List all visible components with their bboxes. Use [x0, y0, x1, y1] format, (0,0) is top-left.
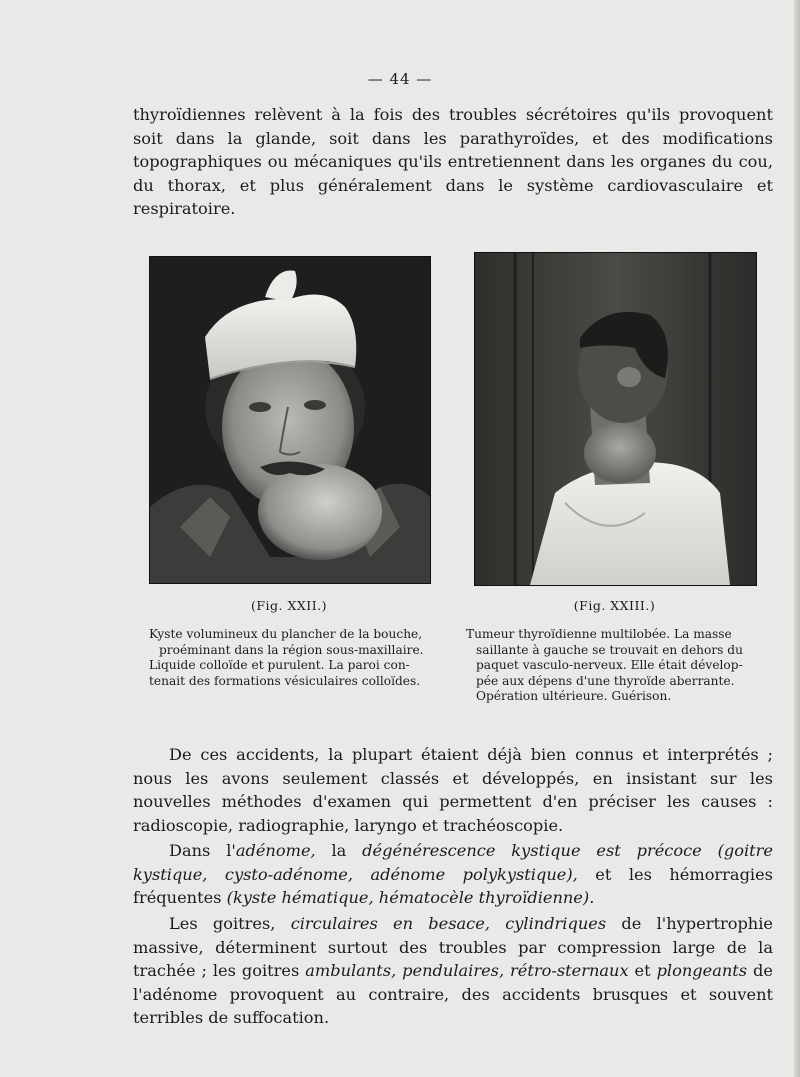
figure-xxiii-label: (Fig. XXIII.) [573, 598, 656, 613]
page-number: — 44 — [367, 70, 433, 88]
text-run-italic: (kyste hématique, hématocèle thyroïdienne). [226, 888, 595, 907]
text-run: Les goitres, [169, 914, 291, 933]
body-paragraph-accidents: De ces accidents, la plupart étaient déjà bien connus et interprétés ; nous les avons seulement classés et développés, en insistant sur les nouvelles méthodes d'examen qui permettent d'en préciser les causes : radioscopie, radiographie, laryngo et trachéoscopie. [133, 745, 773, 835]
figure-xxii-label: (Fig. XXII.) [250, 598, 328, 613]
caption-line: Liquide colloïde et purulent. La paroi con- [149, 658, 410, 672]
caption-line: paquet vasculo-nerveux. Elle était dévelop- [476, 658, 743, 672]
figure-xxiii-photo [474, 252, 757, 586]
text-run-italic: circulaires en besace, cylindriques [290, 914, 607, 933]
figure-xxii-image [150, 257, 430, 583]
text-run: et les hémorragies fréquentes [133, 864, 773, 907]
figure-xxii-photo [149, 256, 431, 584]
figure-xxiii-caption [466, 627, 762, 705]
intro-paragraph: thyroïdiennes relèvent à la fois des troubles sécrétoires qu'ils provoquent soit dans la glande, soit dans les parathyroïdes, et des modifications topographiques ou mécaniques qu'ils entretiennent dans les organes du cou, du thorax, et plus généralement dans le système cardiovasculaire et respiratoire. [133, 105, 773, 218]
text-run: la [315, 841, 363, 860]
text-run: et [628, 961, 657, 980]
figure-xxiii-image [475, 253, 756, 585]
caption-line: Opération ultérieure. Guérison. [476, 689, 672, 703]
caption-line: saillante à gauche se trouvait en dehors du [476, 642, 743, 657]
text-run: de l'hypertrophie massive, déterminent surtout des troubles par compression large de la trachée ; les goitres [133, 914, 773, 980]
text-run: de l'adénome provoquent au contraire, des accidents brusques et souvent terribles de suffocation. [133, 961, 773, 1027]
text-run-italic: ambulants, pendulaires, rétro-sternaux [305, 961, 629, 980]
text-run-italic: plongeants [656, 961, 748, 980]
caption-line: Tumeur thyroïdienne multilobée. La masse [466, 627, 732, 641]
text-run: Dans l' [169, 841, 236, 860]
page-edge [794, 0, 800, 1077]
caption-line: tenait des formations vésiculaires colloïdes. [149, 673, 421, 688]
body-paragraph-adenome [133, 839, 773, 910]
caption-line: Kyste volumineux du plancher de la bouche, [149, 627, 423, 641]
text-run-italic: adénome, [235, 841, 316, 860]
text-run-italic: dégénérescence kystique est précoce (goitre kystique, cysto-adénome, adénome polykystique), [133, 841, 773, 884]
figure-xxii-caption [149, 627, 445, 689]
body-paragraph-goitres [133, 912, 773, 1030]
caption-line: pée aux dépens d'une thyroïde aberrante. [476, 673, 735, 688]
caption-line: proéminant dans la région sous-maxillaire. [159, 642, 424, 657]
